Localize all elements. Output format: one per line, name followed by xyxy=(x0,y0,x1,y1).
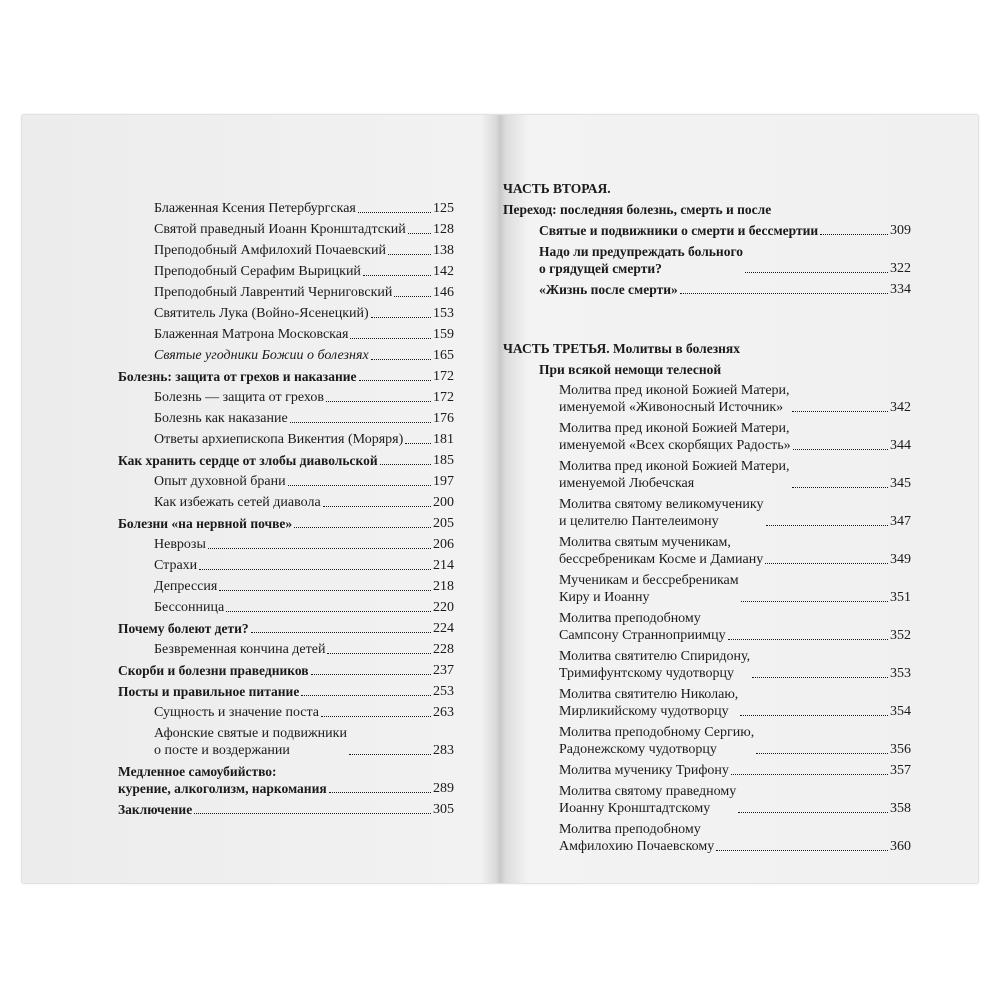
toc-entry-title: «Жизнь после смерти» xyxy=(539,282,678,297)
toc-page-number: 351 xyxy=(890,590,911,605)
toc-entry xyxy=(118,704,454,721)
toc-entry xyxy=(118,284,454,301)
toc-entry-title: Неврозы xyxy=(154,537,206,552)
toc-entry xyxy=(118,536,454,553)
toc-entry-title: Депрессия xyxy=(154,579,218,594)
toc-page-number: 334 xyxy=(890,282,911,297)
toc-entry xyxy=(503,496,911,530)
toc-entry xyxy=(503,686,911,720)
toc-entry xyxy=(503,180,911,197)
dot-leader xyxy=(380,463,431,465)
toc-entry-title: Молитва преподобному Сергию, Радонежскому чудотворцу xyxy=(559,725,755,757)
dot-leader xyxy=(219,589,431,591)
toc-page-number: 305 xyxy=(433,802,454,817)
dot-leader xyxy=(793,448,888,450)
right-page xyxy=(500,115,978,883)
toc-entry-title: Безвременная кончина детей xyxy=(154,642,326,657)
toc-page-number: 357 xyxy=(890,763,911,778)
toc-page-number: 159 xyxy=(433,327,454,342)
dot-leader xyxy=(251,631,431,633)
toc-entry-title: Болезнь как наказание xyxy=(154,411,288,426)
dot-leader xyxy=(740,714,888,716)
toc-entry-title: Святой праведный Иоанн Кронштадтский xyxy=(154,222,406,237)
dot-leader xyxy=(716,849,888,851)
toc-entry-title: Болезни «на нервной почве» xyxy=(118,516,293,531)
toc-entry xyxy=(118,263,454,280)
toc-entry xyxy=(503,572,911,606)
dot-leader xyxy=(408,232,431,234)
dot-leader xyxy=(792,486,888,488)
toc-page-number: 220 xyxy=(433,600,454,615)
dot-leader xyxy=(199,568,431,570)
toc-page-number: 352 xyxy=(890,628,911,643)
toc-entry xyxy=(503,222,911,239)
toc-page-number: 181 xyxy=(433,432,454,447)
dot-leader xyxy=(290,421,431,423)
toc-entry xyxy=(503,243,911,277)
dot-leader xyxy=(745,271,888,273)
toc-entry-title: Болезнь: защита от грехов и наказание xyxy=(118,369,357,384)
toc-entry xyxy=(503,340,911,357)
toc-page-number: 322 xyxy=(890,261,911,276)
toc-page-number: 218 xyxy=(433,579,454,594)
toc-entry-title: Святитель Лука (Войно-Ясенецкий) xyxy=(154,306,369,321)
toc-entry-title: Опыт духовной брани xyxy=(154,474,286,489)
toc-entry-title: Молитва пред иконой Божией Матери, именуемой «Всех скорбящих Радость» xyxy=(559,421,791,453)
dot-leader xyxy=(394,295,431,297)
dot-leader xyxy=(680,292,888,294)
toc-entry xyxy=(503,420,911,454)
toc-entry-title: Страхи xyxy=(154,558,198,573)
toc-entry-title: ЧАСТЬ ВТОРАЯ. xyxy=(503,181,611,196)
toc-page-number: 349 xyxy=(890,552,911,567)
toc-entry-title: Молитва мученику Трифону xyxy=(559,763,729,778)
toc-entry xyxy=(503,534,911,568)
dot-leader xyxy=(294,526,431,528)
toc-page-number: 342 xyxy=(890,400,911,415)
toc-page-number: 206 xyxy=(433,537,454,552)
toc-entry xyxy=(118,473,454,490)
dot-leader xyxy=(349,753,431,755)
toc-entry xyxy=(118,557,454,574)
toc-entry xyxy=(118,389,454,406)
toc-page-number: 344 xyxy=(890,438,911,453)
toc-entry-title: Молитва святителю Спиридону, Тримифунтскому чудотворцу xyxy=(559,649,751,681)
toc-page-number: 176 xyxy=(433,411,454,426)
toc-page-number: 146 xyxy=(433,285,454,300)
toc-entry-title: Молитва пред иконой Божией Матери, именуемой «Живоносный Источник» xyxy=(559,383,790,415)
toc-page-number: 237 xyxy=(433,663,454,678)
toc-entry xyxy=(503,201,911,218)
dot-leader xyxy=(359,379,431,381)
toc-page-number: 205 xyxy=(433,516,454,531)
toc-page-number: 214 xyxy=(433,558,454,573)
toc-entry xyxy=(118,410,454,427)
dot-leader xyxy=(288,484,431,486)
left-page xyxy=(22,115,500,883)
toc-entry xyxy=(118,242,454,259)
toc-page-number: 309 xyxy=(890,223,911,238)
table-of-contents-left xyxy=(118,200,454,822)
toc-entry-title: Посты и правильное питание xyxy=(118,684,300,699)
toc-entry-title: Скорби и болезни праведников xyxy=(118,663,309,678)
toc-entry xyxy=(503,458,911,492)
toc-page-number: 185 xyxy=(433,453,454,468)
dot-leader xyxy=(194,812,431,814)
toc-entry-title: Преподобный Серафим Вырицкий xyxy=(154,264,361,279)
toc-entry-title: Молитва преподобному Амфилохию Почаевскому xyxy=(559,822,715,854)
dot-leader xyxy=(371,316,431,318)
table-of-contents-right xyxy=(503,180,911,859)
toc-page-number: 353 xyxy=(890,666,911,681)
toc-page-number: 128 xyxy=(433,222,454,237)
toc-page-number: 200 xyxy=(433,495,454,510)
toc-entry xyxy=(503,762,911,779)
toc-page-number: 283 xyxy=(433,743,454,758)
toc-entry xyxy=(118,452,454,469)
dot-leader xyxy=(311,673,431,675)
toc-page-number: 142 xyxy=(433,264,454,279)
toc-entry-title: Почему болеют дети? xyxy=(118,621,249,636)
toc-entry xyxy=(118,431,454,448)
toc-entry xyxy=(503,648,911,682)
dot-leader xyxy=(363,274,431,276)
toc-entry xyxy=(118,763,454,797)
toc-entry xyxy=(118,347,454,364)
toc-entry-title: Медленное самоубийство: курение, алкоголизм, наркомания xyxy=(118,764,327,796)
dot-leader xyxy=(766,524,888,526)
dot-leader xyxy=(208,547,431,549)
toc-entry xyxy=(118,578,454,595)
toc-entry-title: Преподобный Амфилохий Почаевский xyxy=(154,243,386,258)
toc-entry-title: Молитва пред иконой Божией Матери, именуемой Любечская xyxy=(559,459,790,491)
toc-entry xyxy=(118,326,454,343)
toc-entry xyxy=(118,200,454,217)
toc-entry-title: Молитва святым мученикам, бессребреникам Косме и Дамиану xyxy=(559,535,764,567)
toc-entry-title: Заключение xyxy=(118,802,193,817)
dot-leader xyxy=(792,410,888,412)
dot-leader xyxy=(226,610,431,612)
toc-entry xyxy=(118,599,454,616)
dot-leader xyxy=(358,211,431,213)
toc-entry-title: Молитва святому великомученику и целителю Пантелеимону xyxy=(559,497,764,529)
dot-leader xyxy=(350,337,431,339)
dot-leader xyxy=(388,253,431,255)
dot-leader xyxy=(326,400,431,402)
toc-entry-title: Афонские святые и подвижники о посте и воздержании xyxy=(154,726,347,758)
toc-entry xyxy=(503,783,911,817)
dot-leader xyxy=(731,773,888,775)
dot-leader xyxy=(820,233,888,235)
dot-leader xyxy=(301,694,431,696)
toc-entry-title: Сущность и значение поста xyxy=(154,705,320,720)
toc-entry-title: Мученикам и бессребреникам Киру и Иоанну xyxy=(559,573,739,605)
dot-leader xyxy=(405,442,431,444)
toc-entry xyxy=(118,725,454,759)
toc-page-number: 153 xyxy=(433,306,454,321)
toc-page-number: 360 xyxy=(890,839,911,854)
dot-leader xyxy=(738,811,888,813)
dot-leader xyxy=(327,652,431,654)
toc-entry xyxy=(118,801,454,818)
toc-entry xyxy=(503,382,911,416)
toc-entry-title: ЧАСТЬ ТРЕТЬЯ. Молитвы в болезнях xyxy=(503,341,740,356)
dot-leader xyxy=(323,505,431,507)
toc-entry-title: Блаженная Матрона Московская xyxy=(154,327,349,342)
toc-entry-title: Переход: последняя болезнь, смерть и после xyxy=(503,202,772,217)
toc-entry xyxy=(503,281,911,298)
book-spread xyxy=(22,115,978,883)
dot-leader xyxy=(765,562,888,564)
toc-entry-title: Святые угодники Божии о болезнях xyxy=(154,348,369,363)
toc-entry xyxy=(118,221,454,238)
dot-leader xyxy=(321,715,431,717)
toc-entry xyxy=(503,361,911,378)
dot-leader xyxy=(371,358,431,360)
toc-entry xyxy=(118,368,454,385)
toc-entry-title: Болезнь — защита от грехов xyxy=(154,390,324,405)
toc-entry-title: Молитва святому праведному Иоанну Кронштадтскому xyxy=(559,784,737,816)
toc-page-number: 356 xyxy=(890,742,911,757)
toc-page-number: 228 xyxy=(433,642,454,657)
toc-entry-title: Надо ли предупреждать больного о грядущей смерти? xyxy=(539,244,743,276)
toc-page-number: 172 xyxy=(433,369,454,384)
dot-leader xyxy=(756,752,888,754)
toc-entry xyxy=(118,494,454,511)
toc-page-number: 263 xyxy=(433,705,454,720)
toc-page-number: 253 xyxy=(433,684,454,699)
toc-entry xyxy=(118,515,454,532)
toc-page-number: 289 xyxy=(433,781,454,796)
toc-page-number: 224 xyxy=(433,621,454,636)
toc-entry-title: Молитва святителю Николаю, Мирликийскому чудотворцу xyxy=(559,687,739,719)
toc-entry xyxy=(503,724,911,758)
dot-leader xyxy=(741,600,888,602)
toc-entry xyxy=(118,683,454,700)
toc-page-number: 125 xyxy=(433,201,454,216)
toc-entry xyxy=(503,610,911,644)
dot-leader xyxy=(752,676,888,678)
dot-leader xyxy=(329,791,431,793)
toc-page-number: 197 xyxy=(433,474,454,489)
toc-page-number: 354 xyxy=(890,704,911,719)
toc-entry-title: Блаженная Ксения Петербургская xyxy=(154,201,356,216)
toc-page-number: 358 xyxy=(890,801,911,816)
toc-entry-title: Как избежать сетей диавола xyxy=(154,495,321,510)
toc-entry-title: Молитва преподобному Сампсону Странноприимцу xyxy=(559,611,726,643)
toc-entry-title: Святые и подвижники о смерти и бессмертии xyxy=(539,223,819,238)
toc-entry xyxy=(503,821,911,855)
toc-page-number: 345 xyxy=(890,476,911,491)
toc-entry-title: Преподобный Лаврентий Черниговский xyxy=(154,285,393,300)
toc-entry-title: Бессонница xyxy=(154,600,225,615)
dot-leader xyxy=(728,638,888,640)
toc-page-number: 138 xyxy=(433,243,454,258)
toc-entry xyxy=(118,305,454,322)
toc-entry xyxy=(118,620,454,637)
toc-page-number: 165 xyxy=(433,348,454,363)
toc-entry-title: Ответы архиепископа Викентия (Моряря) xyxy=(154,432,404,447)
toc-page-number: 172 xyxy=(433,390,454,405)
toc-entry xyxy=(118,641,454,658)
toc-page-number: 347 xyxy=(890,514,911,529)
toc-entry xyxy=(118,662,454,679)
toc-entry-title: Как хранить сердце от злобы диавольской xyxy=(118,453,378,468)
toc-entry-title: При всякой немощи телесной xyxy=(539,362,722,377)
